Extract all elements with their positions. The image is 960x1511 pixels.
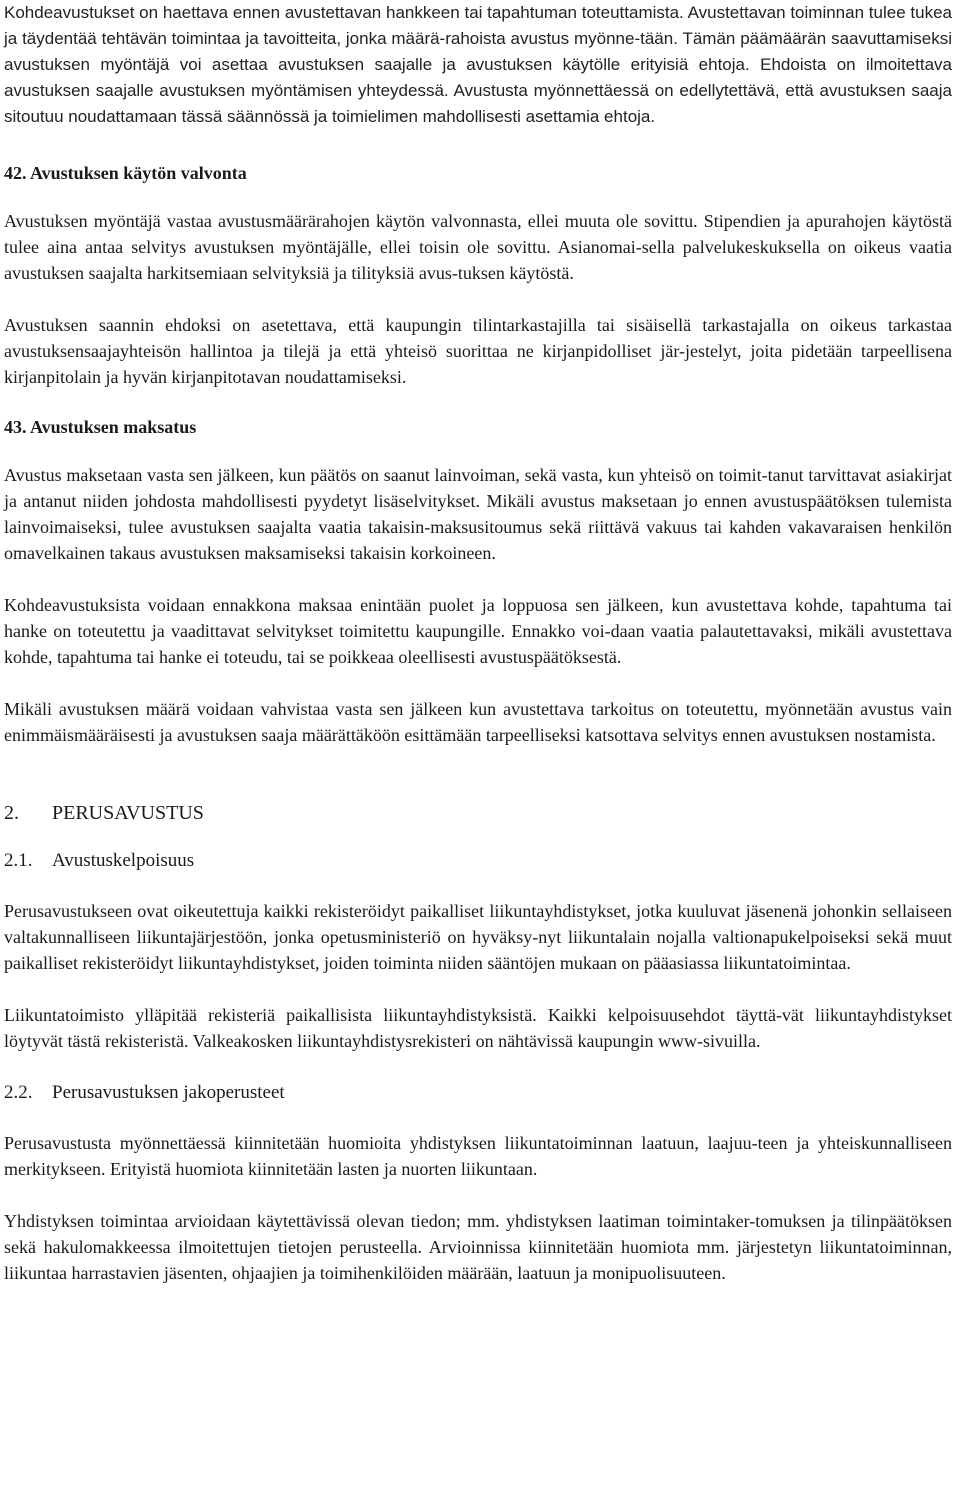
section-2-number: 2. (4, 802, 19, 824)
section-2-2-paragraph-2: Yhdistyksen toimintaa arvioidaan käytettävissä olevan tiedon; mm. yhdistyksen laatiman toimintaker-tomuksen ja tilinpäätöksen sekä hakulomakkeessa ilmoitettujen tietojen perusteella. Arvioinnissa kiinnitetään huomiota mm. järjestetyn liikuntatoiminnan, liikuntaa harrastavien jäsenten, ohjaajien ja toimihenkilöiden määrään, laatuun ja monipuolisuuteen. (4, 1211, 952, 1283)
document-page (4, 0, 952, 1286)
section-2-2-heading (4, 1080, 952, 1106)
section-42-paragraph-2: Avustuksen saannin ehdoksi on asetettava, että kaupungin tilintarkastajilla tai sisäisellä tarkastajalla on oikeus tarkastaa avustuksensaajayhteisön hallintoa ja tilejä ja että yhteisö suorittaa ne kirjanpidolliset jär-jestelyt, joita pidetään tarpeellisena kirjanpitolain ja hyvän kirjanpitotavan noudattamiseksi. (4, 315, 952, 387)
section-2-heading (4, 800, 952, 826)
section-42-heading: 42. Avustuksen käytön valvonta (4, 163, 247, 183)
section-43-paragraph-1: Avustus maksetaan vasta sen jälkeen, kun päätös on saanut lainvoiman, sekä vasta, kun yhteisö on toimit-tanut tarvittavat asiakirjat ja antanut niiden johdosta mahdollisesti pyydetyt lisäselvitykset. Mikäli avustus maksetaan jo ennen avustuspäätöksen tulemista lainvoimaiseksi, tulee avustuksen saajalta vaatia takaisin-maksusitoumus sekä riittävä vakuus tai kahden vakavaraisen henkilön omavelkainen takaus avustuksen maksamiseksi takaisin korkoineen. (4, 465, 952, 563)
section-2-2-title: Perusavustuksen jakoperusteet (52, 1082, 285, 1103)
section-2-1-heading (4, 848, 952, 874)
intro-paragraph: Kohdeavustukset on haettava ennen avustettavan hankkeen tai tapahtuman toteuttamista. Avustettavan toiminnan tulee tukea ja täydentää tehtävän toimintaa ja tavoitteita, jonka määrä-rahoista avustus myönne-tään. Tämän päämäärän saavuttamiseksi avustuksen myöntäjä voi asettaa avustuksen saajalle ja avustuksen käytölle erityisiä ehtoja. Ehdoista on ilmoitettava avustuksen saajalle avustuksen myöntämisen yhteydessä. Avustusta myönnettäessä on edellytettävä, että avustuksen saaja sitoutuu noudattamaan tässä säännössä ja toimielimen mahdollisesti asettamia ehtoja. (4, 3, 952, 126)
section-43-heading: 43. Avustuksen maksatus (4, 417, 197, 437)
section-43-paragraph-2: Kohdeavustuksista voidaan ennakkona maksaa enintään puolet ja loppuosa sen jälkeen, kun avustettava kohde, tapahtuma tai hanke on toteutettu ja vaadittavat selvitykset toimitettu kaupungille. Ennakko voi-daan vaatia palautettavaksi, mikäli avustettava kohde, tapahtuma tai hanke ei toteudu, tai se poikkeaa oleellisesti avustuspäätöksestä. (4, 595, 952, 667)
section-2-1-paragraph-2: Liikuntatoimisto ylläpitää rekisteriä paikallisista liikuntayhdistyksistä. Kaikki kelpoisuusehdot täyttä-vät liikuntayhdistykset löytyvät tästä rekisteristä. Valkeakosken liikuntayhdistysrekisteri on nähtävissä kaupungin www-sivuilla. (4, 1005, 952, 1051)
section-2-2-paragraph-1: Perusavustusta myönnettäessä kiinnitetään huomioita yhdistyksen liikuntatoiminnan laatuun, laajuu-teen ja yhteiskunnalliseen merkitykseen. Erityistä huomiota kiinnitetään lasten ja nuorten liikuntaan. (4, 1133, 952, 1179)
section-2-1-paragraph-1: Perusavustukseen ovat oikeutettuja kaikki rekisteröidyt paikalliset liikuntayhdistykset, jotka kuuluvat jäsenenä johonkin sellaiseen valtakunnalliseen liikuntajärjestöön, jonka opetusministeriö on hyväksy-nyt liikuntalain nojalla valtionapukelpoiseksi sekä muut paikalliset rekisteröidyt liikuntayhdistykset, joiden toiminta niiden sääntöjen mukaan on pääasiassa liikuntatoimintaa. (4, 901, 952, 973)
section-2-2-number: 2.2. (4, 1082, 33, 1103)
section-2-title: PERUSAVUSTUS (52, 802, 204, 824)
section-2-1-number: 2.1. (4, 850, 33, 871)
section-2-1-title: Avustuskelpoisuus (52, 850, 195, 871)
section-43-paragraph-3: Mikäli avustuksen määrä voidaan vahvistaa vasta sen jälkeen kun avustettava tarkoitus on toteutettu, myönnetään avustus vain enimmäismääräisesti ja avustuksen saaja määrättäköön esittämään tarpeelliseksi katsottava selvitys ennen avustuksen nostamista. (4, 699, 952, 745)
section-42-paragraph-1: Avustuksen myöntäjä vastaa avustusmäärärahojen käytön valvonnasta, ellei muuta ole sovittu. Stipendien ja apurahojen käytöstä tulee aina antaa selvitys avustuksen myöntäjälle, ellei toisin ole sovittu. Asianomai-sella palvelukeskuksella on oikeus vaatia avustuksen saajalta harkitsemiaan selvityksiä ja tilityksiä avus-tuksen käytöstä. (4, 211, 952, 283)
